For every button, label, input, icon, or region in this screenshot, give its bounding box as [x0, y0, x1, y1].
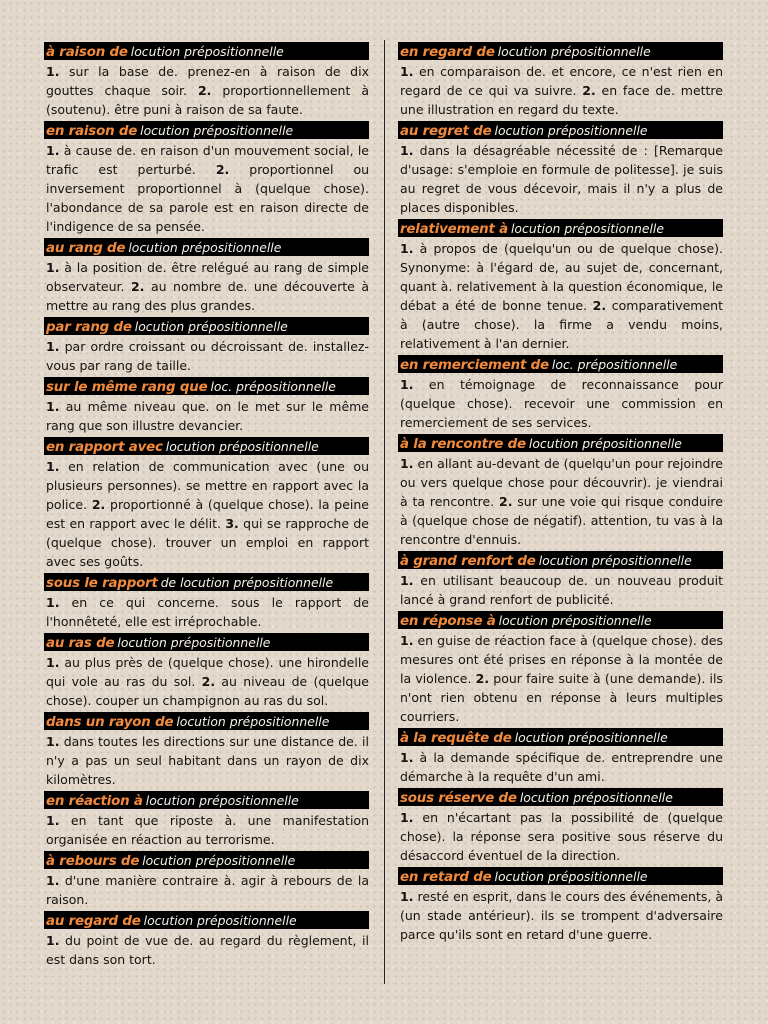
- part-of-speech: locution prépositionnelle: [494, 123, 648, 138]
- entry-en-reponse-a: [398, 611, 723, 726]
- sense-number: 1.: [46, 873, 60, 888]
- sense-number: 2.: [592, 298, 607, 313]
- entry-definition: [400, 887, 723, 944]
- sense-number: 1.: [46, 734, 60, 749]
- entry-term: en remerciement de: [400, 358, 549, 373]
- entry-header: [398, 219, 723, 237]
- entry-definition: [400, 62, 723, 119]
- part-of-speech: locution prépositionnelle: [145, 793, 299, 808]
- part-of-speech: locution prépositionnelle: [128, 240, 282, 255]
- part-of-speech: locution prépositionnelle: [538, 553, 692, 568]
- entry-sous-le-rapport: [44, 573, 369, 631]
- entry-en-retard-de: [398, 867, 723, 944]
- sense-text: en utilisant beaucoup de. un nouveau produit lancé à grand renfort de publicité.: [400, 573, 723, 607]
- sense-number: 1.: [400, 633, 414, 648]
- entry-header: [44, 317, 369, 335]
- sense-number: 1.: [46, 64, 60, 79]
- sense-number: 1.: [400, 241, 414, 256]
- entry-header: [398, 42, 723, 60]
- entry-term: sur le même rang que: [46, 380, 208, 395]
- sense-number: 1.: [400, 143, 414, 158]
- part-of-speech: locution prépositionnelle: [134, 319, 288, 334]
- sense-number: 1.: [46, 459, 60, 474]
- sense-number: 2.: [499, 494, 513, 509]
- entry-term: au regard de: [46, 914, 141, 929]
- sense-number: 2.: [197, 83, 212, 98]
- entry-header: [398, 867, 723, 885]
- sense-text: en tant que riposte à. une manifestation organisée en réaction au terrorisme.: [46, 813, 369, 847]
- part-of-speech: locution prépositionnelle: [514, 730, 668, 745]
- sense-text: en relation de communication avec (une ou plusieurs personnes). se mettre en rapport avec la police.: [46, 459, 369, 512]
- entry-term: dans un rayon de: [46, 715, 174, 730]
- entry-definition: [46, 931, 369, 969]
- entry-definition: [46, 397, 369, 435]
- sense-text: à cause de. en raison d'un mouvement social, le trafic est perturbé.: [46, 143, 369, 177]
- entry-en-rapport-avec: [44, 437, 369, 571]
- sense-number: 1.: [46, 595, 60, 610]
- sense-number: 1.: [400, 750, 414, 765]
- entry-header: [44, 573, 369, 591]
- part-of-speech: locution prépositionnelle: [510, 221, 664, 236]
- entry-term: au regret de: [400, 124, 492, 139]
- part-of-speech: locution prépositionnelle: [528, 436, 682, 451]
- sense-number: 1.: [400, 456, 414, 471]
- sense-text: en n'écartant pas la possibilité de (quelque chose). la réponse sera positive sous réserve du désaccord éventuel de la direction.: [400, 810, 723, 863]
- entry-au-regret-de: [398, 121, 723, 217]
- entry-header: [44, 121, 369, 139]
- sense-number: 1.: [400, 810, 414, 825]
- part-of-speech: locution prépositionnelle: [497, 44, 651, 59]
- sense-number: 1.: [400, 573, 414, 588]
- entry-term: à la rencontre de: [400, 437, 526, 452]
- entry-au-regard-de: [44, 911, 369, 969]
- entry-header: [44, 633, 369, 651]
- sense-text: sur une voie qui risque conduire à (quelque chose de négatif). attention, tu vas à la rencontre d'ennuis.: [400, 494, 723, 547]
- part-of-speech: locution prépositionnelle: [498, 613, 652, 628]
- entry-header: [44, 851, 369, 869]
- entry-term: en réaction à: [46, 794, 143, 809]
- entry-definition: [400, 375, 723, 432]
- part-of-speech: de locution prépositionnelle: [160, 575, 334, 590]
- part-of-speech: locution prépositionnelle: [142, 853, 296, 868]
- entry-header: [398, 434, 723, 452]
- entry-definition: [46, 258, 369, 315]
- entry-en-raison-de: [44, 121, 369, 236]
- entry-term: à grand renfort de: [400, 554, 536, 569]
- sense-text: au niveau de (quelque chose). couper un champignon au ras du sol.: [46, 674, 369, 708]
- part-of-speech: locution prépositionnelle: [165, 439, 319, 454]
- part-of-speech: locution prépositionnelle: [494, 869, 648, 884]
- sense-text: en guise de réaction face à (quelque chose). des mesures ont été prises en réponse à la montée de la violence.: [400, 633, 723, 686]
- entry-header: [44, 791, 369, 809]
- sense-text: d'une manière contraire à. agir à rebours de la raison.: [46, 873, 369, 907]
- sense-number: 2.: [201, 674, 216, 689]
- entry-sous-reserve-de: [398, 788, 723, 865]
- sense-number: 1.: [400, 64, 414, 79]
- entry-term: en raison de: [46, 124, 138, 139]
- entry-term: en retard de: [400, 870, 492, 885]
- sense-text: à la demande spécifique de. entreprendre une démarche à la requête d'un ami.: [400, 750, 723, 784]
- entry-par-rang-de: [44, 317, 369, 375]
- entry-term: à raison de: [46, 45, 128, 60]
- entry-term: à rebours de: [46, 854, 140, 869]
- entry-en-reaction-a: [44, 791, 369, 849]
- sense-text: en face de. mettre une illustration en regard du texte.: [400, 83, 723, 117]
- entry-definition: [46, 653, 369, 710]
- entry-term: en réponse à: [400, 614, 496, 629]
- sense-number: 1.: [46, 143, 60, 158]
- sense-number: 2.: [582, 83, 596, 98]
- entry-sur-le-meme-rang-que: [44, 377, 369, 435]
- part-of-speech: locution prépositionnelle: [140, 123, 294, 138]
- sense-text: au plus près de (quelque chose). une hirondelle qui vole au ras du sol.: [46, 655, 369, 689]
- sense-text: resté en esprit, dans le cours des événements, à (un stade antérieur). ils se trompent d'adversaire parce qu'ils sont en retard d'une guerre.: [400, 889, 723, 942]
- part-of-speech: loc. prépositionnelle: [210, 379, 336, 394]
- entry-header: [44, 911, 369, 929]
- entry-term: relativement à: [400, 222, 508, 237]
- entry-definition: [400, 141, 723, 217]
- sense-number: 1.: [46, 339, 60, 354]
- entry-header: [44, 437, 369, 455]
- entry-header: [398, 121, 723, 139]
- entry-a-grand-renfort-de: [398, 551, 723, 609]
- entry-term: à la requête de: [400, 731, 512, 746]
- sense-number: 2.: [91, 497, 106, 512]
- entry-term: sous le rapport: [46, 576, 158, 591]
- sense-text: dans la désagréable nécessité de : [Remarque d'usage: s'emploie en formule de politesse]. je suis au regret de vous décevoir, mais il n'y a plus de places disponibles.: [400, 143, 723, 215]
- entry-term: au rang de: [46, 241, 126, 256]
- sense-number: 1.: [46, 399, 60, 414]
- entry-term: sous réserve de: [400, 791, 517, 806]
- entry-a-rebours-de: [44, 851, 369, 909]
- sense-text: proportionnel ou inversement proportionnel à (quelque chose). l'abondance de sa parole est en raison directe de l'indigence de sa pensée.: [46, 162, 370, 234]
- sense-number: 1.: [46, 655, 60, 670]
- entry-dans-un-rayon-de: [44, 712, 369, 789]
- part-of-speech: locution prépositionnelle: [117, 635, 271, 650]
- entry-header: [398, 611, 723, 629]
- sense-text: proportionnellement à (soutenu). être puni à raison de sa faute.: [46, 83, 369, 117]
- part-of-speech: loc. prépositionnelle: [551, 357, 678, 372]
- right-column: [398, 42, 723, 946]
- entry-definition: [400, 454, 723, 549]
- entry-definition: [46, 811, 369, 849]
- entry-definition: [46, 457, 369, 571]
- entry-definition: [46, 141, 369, 236]
- entry-en-remerciement-de: [398, 355, 723, 432]
- entry-definition: [46, 732, 369, 789]
- entry-header: [398, 728, 723, 746]
- entry-header: [398, 355, 723, 373]
- entry-au-rang-de: [44, 238, 369, 315]
- entry-header: [398, 788, 723, 806]
- entry-term: par rang de: [46, 320, 132, 335]
- sense-text: en témoignage de reconnaissance pour (quelque chose). recevoir une commission en remerciement de ses services.: [400, 377, 723, 430]
- entry-a-la-requete-de: [398, 728, 723, 786]
- entry-a-la-rencontre-de: [398, 434, 723, 549]
- sense-number: 1.: [400, 889, 414, 904]
- entry-header: [398, 551, 723, 569]
- entry-au-ras-de: [44, 633, 369, 710]
- part-of-speech: locution prépositionnelle: [143, 913, 297, 928]
- sense-text: du point de vue de. au regard du règlement, il est dans son tort.: [46, 933, 369, 967]
- sense-text: en comparaison de. et encore, ce n'est rien en regard de ce qui va suivre.: [400, 64, 723, 98]
- entry-term: en regard de: [400, 45, 495, 60]
- sense-text: au nombre de. une découverte à mettre au rang des plus grandes.: [46, 279, 370, 313]
- left-column: [44, 42, 369, 971]
- entry-definition: [400, 748, 723, 786]
- sense-text: par ordre croissant ou décroissant de. installez-vous par rang de taille.: [46, 339, 369, 373]
- entry-a-raison-de: [44, 42, 369, 119]
- sense-text: dans toutes les directions sur une distance de. il n'y a pas un seul habitant dans un rayon de dix kilomètres.: [46, 734, 369, 787]
- sense-text: comparativement à (autre chose). la firme a vendu moins, relativement à l'an dernier.: [400, 298, 723, 351]
- entry-term: au ras de: [46, 636, 115, 651]
- sense-number: 2.: [475, 671, 490, 686]
- sense-number: 3.: [225, 516, 239, 531]
- entry-definition: [46, 593, 369, 631]
- sense-text: pour faire suite à (une demande). ils n'ont rien obtenu en réponse à leurs multiples courriers.: [400, 671, 723, 724]
- sense-number: 2.: [215, 162, 230, 177]
- entry-header: [44, 238, 369, 256]
- sense-number: 2.: [130, 279, 145, 294]
- sense-text: qui se rapproche de (quelque chose). trouver un emploi en rapport avec ses goûts.: [46, 516, 369, 569]
- entry-definition: [400, 571, 723, 609]
- column-divider: [384, 40, 385, 984]
- entry-definition: [46, 871, 369, 909]
- sense-text: à propos de (quelqu'un ou de quelque chose). Synonyme: à l'égard de, au sujet de, concernant, quant à. relativement à la question économique, le débat a été de bonne tenue.: [400, 241, 723, 313]
- entry-definition: [46, 337, 369, 375]
- sense-number: 1.: [46, 260, 60, 275]
- sense-number: 1.: [46, 813, 60, 828]
- sense-text: à la position de. être relégué au rang de simple observateur.: [46, 260, 369, 294]
- entry-relativement-a: [398, 219, 723, 353]
- entry-term: en rapport avec: [46, 440, 163, 455]
- entry-header: [44, 42, 369, 60]
- sense-number: 1.: [46, 933, 60, 948]
- sense-text: au même niveau que. on le met sur le même rang que son illustre devancier.: [46, 399, 369, 433]
- entry-definition: [400, 239, 723, 353]
- entry-definition: [46, 62, 369, 119]
- part-of-speech: locution prépositionnelle: [519, 790, 673, 805]
- entry-header: [44, 712, 369, 730]
- sense-text: sur la base de. prenez-en à raison de dix gouttes chaque soir.: [46, 64, 369, 98]
- entry-definition: [400, 631, 723, 726]
- sense-text: proportionné à (quelque chose). la peine est en rapport avec le délit.: [46, 497, 369, 531]
- part-of-speech: locution prépositionnelle: [130, 44, 284, 59]
- sense-text: en allant au-devant de (quelqu'un pour rejoindre ou vers quelque chose pour découvrir). je viendrai à ta rencontre.: [400, 456, 723, 509]
- entry-header: [44, 377, 369, 395]
- sense-text: en ce qui concerne. sous le rapport de l'honnêteté, elle est irréprochable.: [46, 595, 369, 629]
- entry-en-regard-de: [398, 42, 723, 119]
- sense-number: 1.: [400, 377, 414, 392]
- part-of-speech: locution prépositionnelle: [176, 714, 330, 729]
- entry-definition: [400, 808, 723, 865]
